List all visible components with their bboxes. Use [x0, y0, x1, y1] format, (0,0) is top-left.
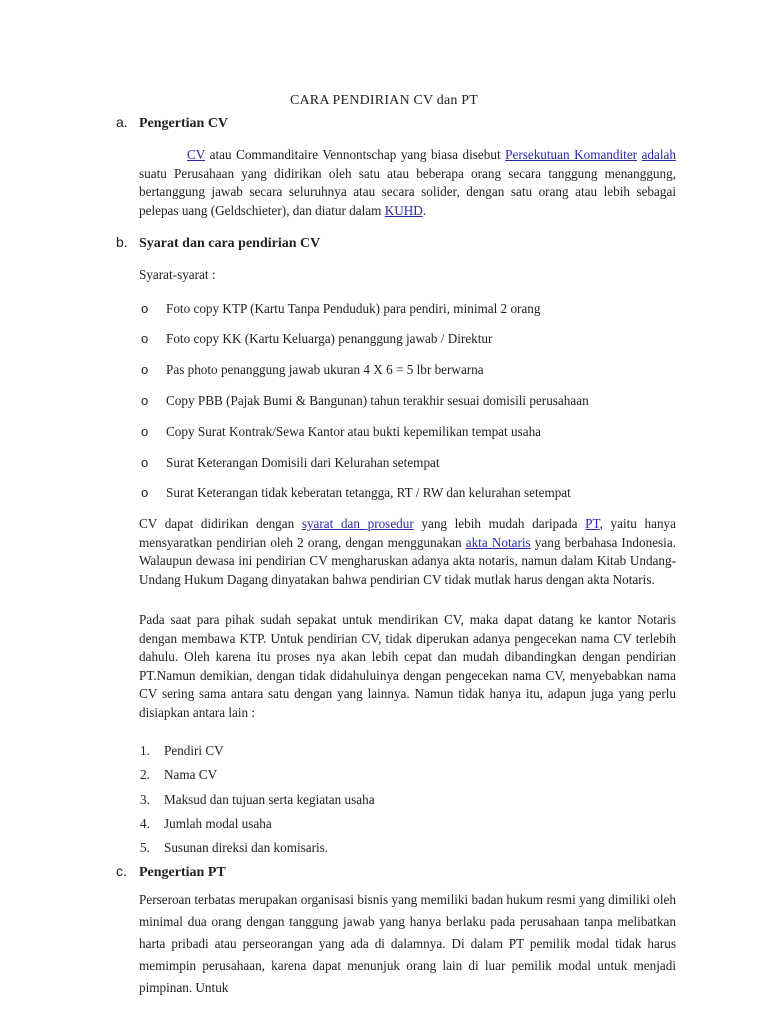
bullet-marker: o — [141, 393, 149, 408]
bullet-marker: o — [141, 424, 149, 439]
bullet-marker: o — [141, 485, 149, 500]
syarat-label: Syarat-syarat : — [139, 267, 216, 282]
list-item: 1. Pendiri CV — [140, 743, 224, 758]
bullet-marker: o — [141, 331, 149, 346]
pt-link[interactable]: PT — [585, 516, 600, 531]
list-item: o Surat Keterangan tidak keberatan tetangga, RT / RW dan kelurahan setempat — [141, 485, 571, 500]
section-heading-text: Syarat dan cara pendirian CV — [139, 236, 321, 251]
list-item: 2. Nama CV — [140, 767, 218, 782]
section-heading-c — [116, 863, 226, 881]
cv-paragraph-1: CV dapat didirikan dengan syarat dan prosedur yang lebih mudah daripada PT, yaitu hanya mensyaratkan pendirian oleh 2 orang, dengan menggunakan akta Notaris yang berbahasa Indonesia. Walaupun dewasa ini pendirian CV mengharuskan adanya akta notaris, namun dalam Kitab Undang-Undang Hukum Dagang dinyatakan bahwa pendirian CV tidak mutlak harus dengan akta Notaris. — [139, 516, 677, 587]
document-title: CARA PENDIRIAN CV dan PT — [289, 93, 479, 108]
list-item: o Foto copy KK (Kartu Keluarga) penanggung jawab / Direktur — [141, 331, 493, 346]
bullet-marker: o — [141, 362, 149, 377]
section-marker: a. — [116, 114, 128, 130]
section-heading-text: Pengertian CV — [139, 116, 229, 131]
akta-notaris-link[interactable]: akta Notaris — [465, 534, 531, 550]
section-marker: b. — [116, 234, 128, 250]
list-item: 4. Jumlah modal usaha — [140, 816, 272, 831]
section-heading-b — [116, 234, 320, 252]
cv-definition-paragraph: CV atau Commanditaire Vennontschap yang biasa disebut Persekutuan Komanditer adalah suatu Perusahaan yang didirikan oleh satu atau beberapa orang secara tanggung menanggung, bertanggung jawab secara seluruhnya atau secara solider, dengan satu orang atau lebih sebagai pelepas uang (Geldschieter), dan diatur dalam KUHD. — [139, 147, 676, 218]
section-marker: c. — [116, 863, 127, 879]
list-item: 3. Maksud dan tujuan serta kegiatan usaha — [140, 792, 375, 807]
cv-link[interactable]: CV — [187, 147, 206, 162]
list-item: 5. Susunan direksi dan komisaris. — [140, 840, 329, 855]
cv-paragraph-2: Pada saat para pihak sudah sepakat untuk mendirikan CV, maka dapat datang ke kantor Notaris dengan membawa KTP. Untuk pendirian CV, tidak diperukan adanya pengecekan nama CV terlebih dahulu. Oleh karena itu proses nya akan lebih cepat dan mudah dibandingkan dengan pendirian PT.Namun demikian, dengan tidak didahuluinya dengan pengecekan nama CV, menyebabkan nama CV sering sama antara satu dengan yang lainnya. Namun tidak hanya itu, adapun juga yang perlu disiapkan antara lain : — [139, 612, 676, 720]
pt-paragraph: Perseroan terbatas merupakan organisasi bisnis yang memiliki badan hukum resmi yang dimiliki oleh minimal dua orang dengan tanggung jawab yang hanya berlaku pada perusahaan tanpa melibatkan harta pribadi atau perseorangan yang ada di dalamnya. Di dalam PT pemilik modal tidak harus memimpin perusahaan, karena dapat menunjuk orang lain di luar pemilik modal untuk menjadi pimpinan. Untuk — [139, 892, 676, 995]
list-item: o Copy Surat Kontrak/Sewa Kantor atau bukti kepemilikan tempat usaha — [141, 424, 542, 439]
list-item: o Copy PBB (Pajak Bumi & Bangunan) tahun terakhir sesuai domisili perusahaan — [141, 393, 589, 408]
list-item: o Surat Keterangan Domisili dari Kelurahan setempat — [141, 455, 440, 470]
bullet-marker: o — [141, 301, 149, 316]
section-heading-a — [116, 114, 228, 132]
bullet-marker: o — [141, 455, 149, 470]
list-item: o Pas photo penanggung jawab ukuran 4 X 6 = 5 lbr berwarna — [141, 362, 484, 377]
adalah-link[interactable]: adalah — [641, 147, 676, 162]
persekutuan-komanditer-link[interactable]: Persekutuan Komanditer — [505, 147, 638, 162]
kuhd-link[interactable]: KUHD — [384, 202, 423, 218]
list-item: o Foto copy KTP (Kartu Tanpa Penduduk) para pendiri, minimal 2 orang — [141, 301, 541, 316]
section-heading-text: Pengertian PT — [139, 865, 226, 880]
syarat-prosedur-link[interactable]: syarat dan prosedur — [301, 516, 414, 531]
